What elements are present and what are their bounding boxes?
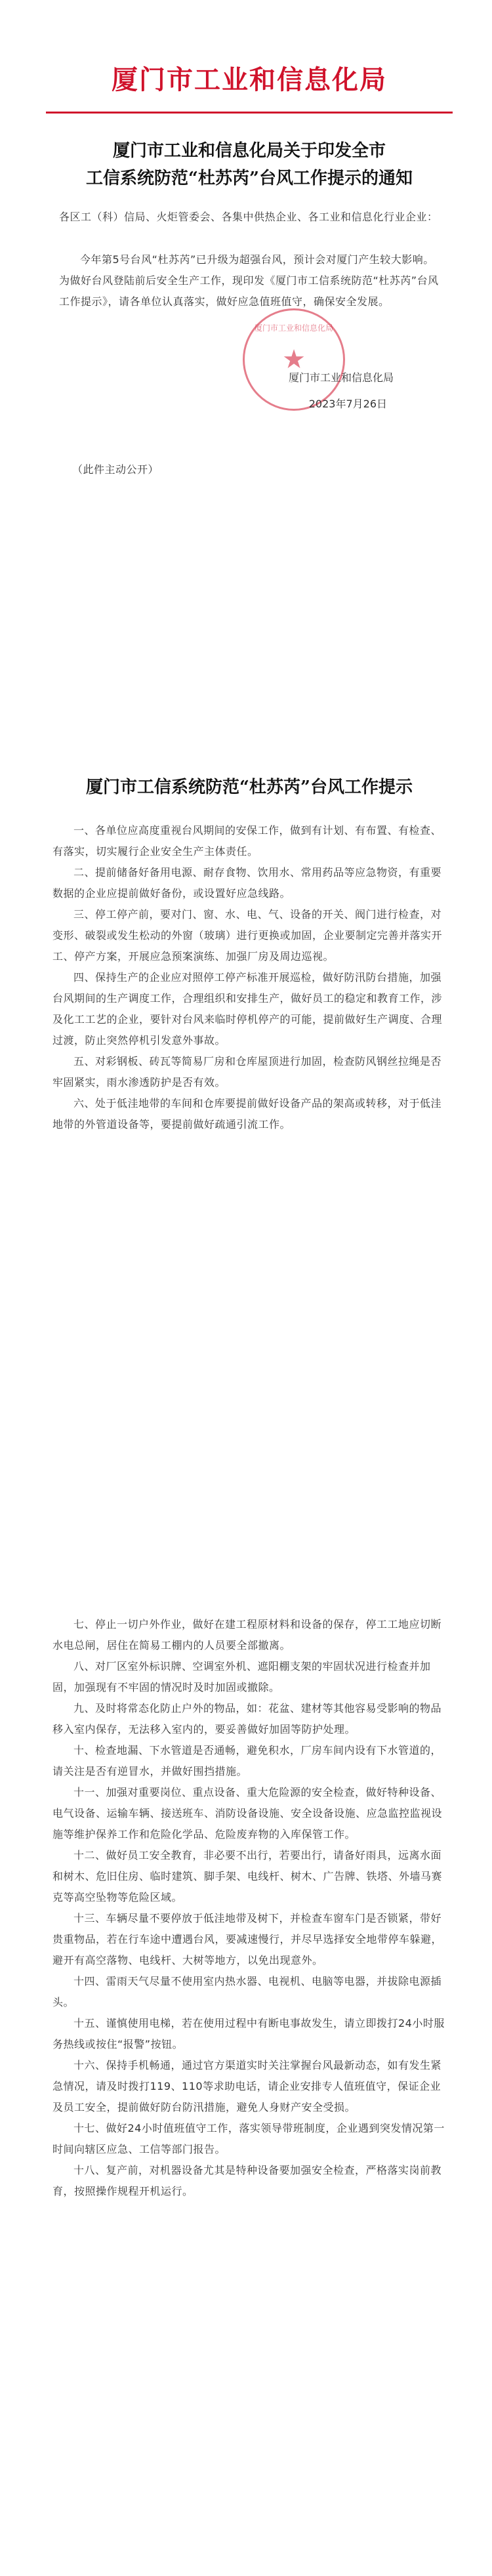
notice-title-line1: 厦门市工业和信息化局关于印发全市 — [112, 141, 386, 161]
tips-list-part2 — [52, 1614, 446, 2202]
tips-title: 厦门市工信系统防范“杜苏芮”台风工作提示 — [86, 778, 413, 797]
tip-item: 十二、做好员工安全教育，非必要不出行，若要出行，请备好雨具，远离水面和树木、危旧住房、临时建筑、脚手架、电线杆、树木、广告牌、铁塔、外墙马赛克等高空坠物等危险区域。 — [52, 1849, 443, 1903]
tip-item: 十四、雷雨天气尽量不使用室内热水器、电视机、电脑等电器，并拔除电源插头。 — [52, 1975, 442, 2008]
addressee: 各区工（科）信局、火炬管委会、各集中供热企业、各工业和信息化行业企业： — [59, 211, 438, 223]
tip-item: 十三、车辆尽量不要停放于低洼地带及树下，并检查车窗车门是否锁紧，带好贵重物品，若在行车途中遭遇台风，要减速慢行，并尽早选择安全地带停车躲避，避开有高空落物、电线杆、大树等地方，以免出现意外。 — [52, 1912, 443, 1966]
tip-item: 三、停工停产前，要对门、窗、水、电、气、设备的开关、阀门进行检查，对变形、破裂或发生松动的外窗（玻璃）进行更换或加固，企业要制定完善并落实开工、停产方案，开展应急预案演练、加强厂房及周边巡视。 — [52, 908, 443, 963]
tips-page-1 — [0, 696, 492, 1529]
tip-item: 八、对厂区室外标识牌、空调室外机、遮阳棚支架的牢固状况进行检查并加固，加强现有不牢固的情况时及时加固或撤除。 — [52, 1660, 431, 1693]
publish-note: （此件主动公开） — [72, 463, 159, 476]
tips-page-2 — [0, 1529, 492, 2576]
notice-body: 今年第5号台风“杜苏芮”已升级为超强台风，预计会对厦门产生较大影响。为做好台风登陆前后安全生产工作，现印发《厦门市工信系统防范“杜苏芮”台风工作提示》，请各单位认真落实，做好应急值班值守，确保安全发展。 — [59, 253, 439, 308]
notice-title-line2: 工信系统防范“杜苏芮”台风工作提示的通知 — [86, 169, 413, 188]
tip-item: 十五、谨慎使用电梯，若在使用过程中有断电事故发生，请立即拨打24小时服务热线或按住“报警”按钮。 — [52, 2017, 445, 2050]
tip-item: 九、及时将常态化防止户外的物品，如：花盆、建材等其他容易受影响的物品移入室内保存，无法移入室内的，要妥善做好加固等防护处理。 — [52, 1702, 442, 1735]
tip-item: 五、对彩钢板、砖瓦等简易厂房和仓库屋顶进行加固，检查防风钢丝拉绳是否牢固紧实，雨水渗透防护是否有效。 — [52, 1055, 442, 1089]
tip-item: 二、提前储备好备用电源、耐存食物、饮用水、常用药品等应急物资，有重要数据的企业应提前做好备份，或设置好应急线路。 — [52, 866, 442, 900]
seal-star-icon: ★ — [282, 344, 306, 375]
signature-date: 2023年7月26日 — [308, 398, 387, 410]
tip-item: 十一、加强对重要岗位、重点设备、重大危险源的安全检查，做好特种设备、电气设备、运输车辆、接送班车、消防设备设施、安全设备设施、应急监控监视设施等维护保养工作和危险化学品、危险废弃物的入库保管工作。 — [52, 1786, 443, 1840]
tip-item: 十六、保持手机畅通，通过官方渠道实时关注掌握台风最新动态，如有发生紧急情况，请及时拨打119、110等求助电话，请企业安排专人值班值守，保证企业及员工安全，提前做好防台防汛措施，避免人身财产安全受损。 — [52, 2059, 442, 2113]
seal-text: 厦门市工业和信息化局 — [254, 323, 333, 333]
tip-item: 一、各单位应高度重视台风期间的安保工作，做到有计划、有布置、有检查、有落实，切实履行企业安全生产主体责任。 — [52, 824, 442, 858]
signature-org: 厦门市工业和信息化局 — [288, 371, 394, 384]
tip-item: 十八、复产前，对机器设备尤其是特种设备要加强安全检查，严格落实岗前教育，按照操作规程开机运行。 — [52, 2164, 442, 2197]
tip-item: 十、检查地漏、下水管道是否通畅，避免积水，厂房车间内设有下水管道的，请关注是否有逆冒水，并做好围挡措施。 — [52, 1744, 442, 1777]
tip-item: 七、停止一切户外作业，做好在建工程原材料和设备的保存，停工工地应切断水电总闸，居住在简易工棚内的人员要全部撤离。 — [52, 1618, 442, 1652]
letterhead-red-line — [46, 112, 453, 114]
tip-item: 六、处于低洼地带的车间和仓库要提前做好设备产品的架高或转移，对于低洼地带的外管道设备等，要提前做好疏通引流工作。 — [52, 1097, 442, 1131]
tips-list-part1 — [52, 820, 446, 1135]
tip-item: 十七、做好24小时值班值守工作，落实领导带班制度，企业遇到突发情况第一时间向辖区应急、工信等部门报告。 — [52, 2122, 445, 2155]
tip-item: 四、保持生产的企业应对照停工停产标准开展巡检，做好防汛防台措施，加强台风期间的生产调度工作，合理组织和安排生产，做好员工的稳定和教育工作，涉及化工工艺的企业，要针对台风来临时停机停产的可能，提前做好生产调度、合理过渡，防止突然停机引发意外事故。 — [52, 971, 443, 1047]
letterhead-title: 厦门市工业和信息化局 — [112, 64, 387, 95]
notice-page — [0, 0, 492, 696]
